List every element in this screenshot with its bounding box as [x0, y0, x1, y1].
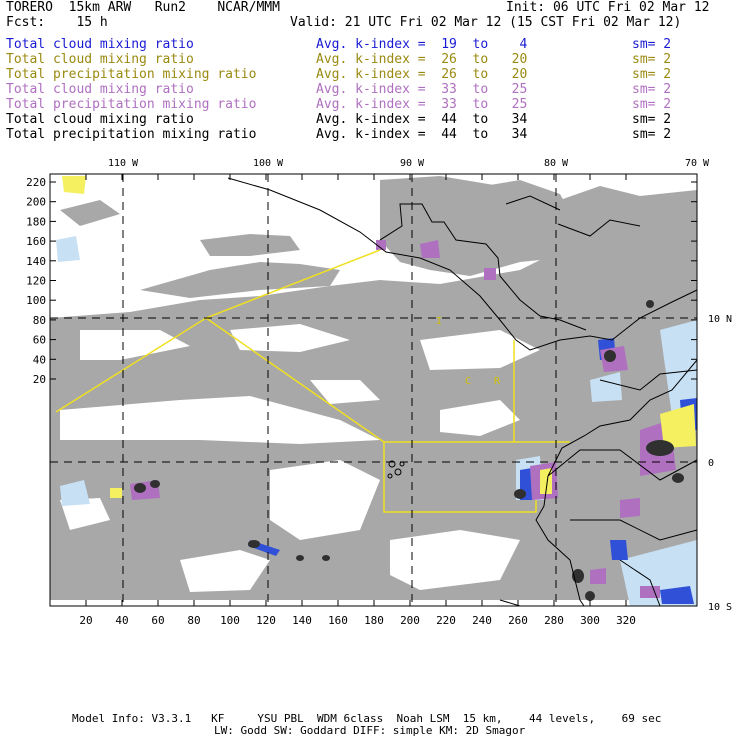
- x-tick-label: 300: [580, 614, 600, 627]
- header-valid: Valid: 21 UTC Fri 02 Mar 12 (15 CST Fri 02 Mar 12): [290, 15, 682, 30]
- footer-physics: LW: Godd SW: Goddard DIFF: simple KM: 2D Smagor: [214, 724, 526, 737]
- y-tick-label: 80: [32, 313, 46, 327]
- y-tick-label: 160: [26, 235, 46, 249]
- region-label-c: C: [465, 376, 472, 387]
- x-tick-label: 240: [472, 614, 492, 627]
- legend-row-index: Avg. k-index = 44 to 34: [316, 112, 528, 127]
- x-tick-label: 200: [400, 614, 420, 627]
- header-fcst: Fcst: 15 h: [6, 15, 108, 30]
- y-tick-label: 140: [26, 254, 46, 268]
- lat-label: 0: [708, 458, 715, 469]
- lat-label: 10 N: [708, 314, 733, 325]
- legend-row-sm: sm= 2: [632, 37, 672, 52]
- x-tick-label: 80: [187, 614, 201, 627]
- y-tick-label: 180: [26, 215, 46, 229]
- lon-label: 70 W: [684, 158, 710, 169]
- legend-row-sm: sm= 2: [632, 82, 672, 97]
- x-tick-label: 180: [364, 614, 384, 627]
- header-model: TORERO 15km ARW Run2 NCAR/MMM: [6, 0, 280, 15]
- legend-row-sm: sm= 2: [632, 127, 672, 142]
- legend-row-index: Avg. k-index = 26 to 20: [316, 67, 528, 82]
- footer-model-info: Model Info: V3.3.1 KF YSU PBL WDM 6class Noah LSM 15 km, 44 levels, 69 sec: [72, 712, 662, 725]
- legend-row-field: Total cloud mixing ratio: [6, 37, 194, 52]
- legend-row-index: Avg. k-index = 44 to 34: [316, 127, 528, 142]
- legend-row-index: Avg. k-index = 19 to 4: [316, 37, 528, 52]
- region-label-i: I: [436, 316, 443, 327]
- legend-row-field: Total precipitation mixing ratio: [6, 67, 257, 82]
- x-tick-label: 60: [151, 614, 165, 627]
- legend-row-sm: sm= 2: [632, 67, 672, 82]
- legend-row-index: Avg. k-index = 26 to 20: [316, 52, 528, 67]
- legend-row-index: Avg. k-index = 33 to 25: [316, 97, 528, 112]
- legend-row-sm: sm= 2: [632, 52, 672, 67]
- header-init: Init: 06 UTC Fri 02 Mar 12: [506, 0, 710, 15]
- x-tick-label: 20: [79, 614, 93, 627]
- x-tick-label: 320: [616, 614, 636, 627]
- legend-row-field: Total precipitation mixing ratio: [6, 127, 257, 142]
- y-tick-label: 200: [26, 195, 46, 209]
- x-tick-label: 120: [256, 614, 276, 627]
- lon-label: 80 W: [543, 158, 569, 169]
- legend-row-field: Total cloud mixing ratio: [6, 112, 194, 127]
- legend-row-sm: sm= 2: [632, 112, 672, 127]
- legend-row-field: Total cloud mixing ratio: [6, 52, 194, 67]
- legend-row-field: Total cloud mixing ratio: [6, 82, 194, 97]
- y-tick-label: 220: [26, 176, 46, 189]
- x-tick-label: 160: [328, 614, 348, 627]
- x-tick-label: 260: [508, 614, 528, 627]
- y-tick-label: 40: [32, 353, 46, 367]
- y-tick-label: 100: [26, 294, 46, 308]
- legend-row-sm: sm= 2: [632, 97, 672, 112]
- lon-label: 100 W: [252, 158, 284, 169]
- x-tick-label: 100: [220, 614, 240, 627]
- region-label-r: R: [494, 376, 501, 387]
- legend-row-index: Avg. k-index = 33 to 25: [316, 82, 528, 97]
- x-tick-label: 220: [436, 614, 456, 627]
- legend-row-field: Total precipitation mixing ratio: [6, 97, 257, 112]
- y-tick-label: 20: [32, 373, 46, 386]
- lat-label: 10 S: [708, 602, 733, 613]
- y-tick-label: 120: [26, 274, 46, 288]
- x-tick-label: 280: [544, 614, 564, 627]
- lon-label: 90 W: [399, 158, 425, 169]
- lon-label: 110 W: [107, 158, 139, 169]
- x-tick-label: 140: [292, 614, 312, 627]
- y-tick-label: 60: [32, 333, 46, 347]
- x-tick-label: 40: [115, 614, 129, 627]
